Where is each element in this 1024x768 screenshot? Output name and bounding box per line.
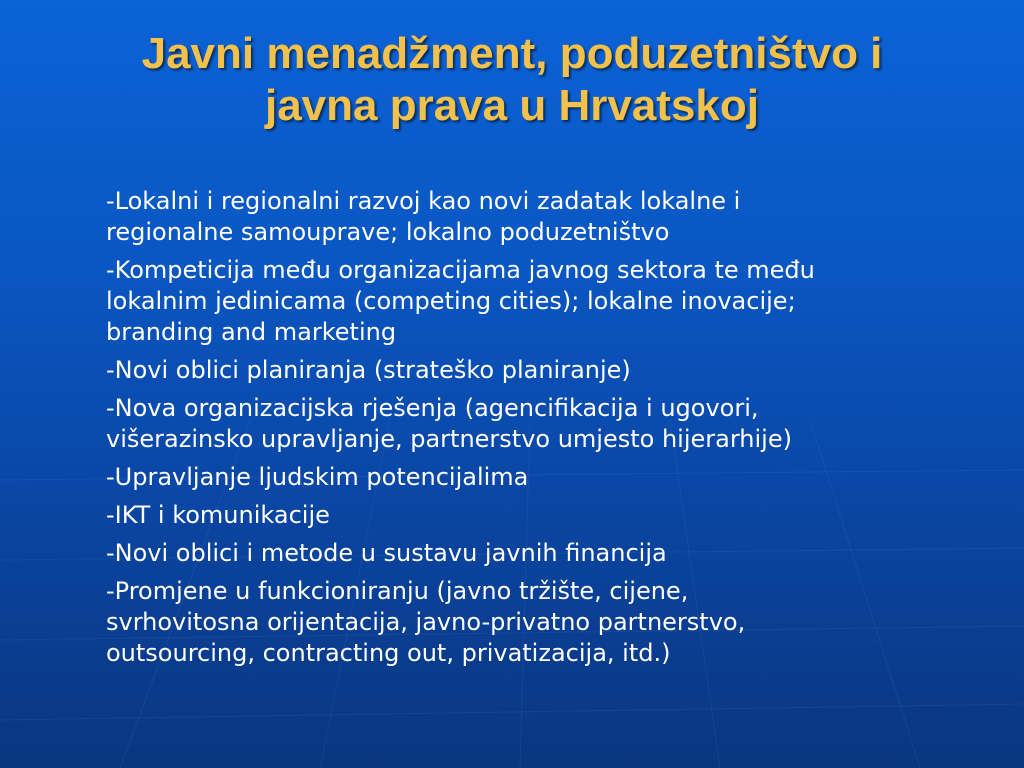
- bullet-line: regionalne samouprave; lokalno poduzetništvo: [106, 218, 670, 246]
- slide-title-line: javna prava u Hrvatskoj: [264, 81, 759, 130]
- bullet-item: [106, 355, 976, 386]
- bullet-item: [106, 576, 976, 669]
- bullet-line: branding and marketing: [106, 318, 397, 346]
- bullet-line: outsourcing, contracting out, privatizacija, itd.): [106, 639, 671, 667]
- bullet-list: [106, 186, 976, 676]
- bullet-item: [106, 462, 976, 493]
- bullet-line: lokalnim jedinicama (competing cities); lokalne inovacije;: [106, 287, 796, 315]
- bullet-line: -Novi oblici planiranja (strateško planiranje): [106, 356, 631, 384]
- bullet-line: -Kompeticija među organizacijama javnog sektora te među: [106, 256, 815, 284]
- bullet-item: [106, 538, 976, 569]
- bullet-item: [106, 186, 976, 248]
- bullet-line: -Upravljanje ljudskim potencijalima: [106, 463, 529, 491]
- bullet-line: -IKT i komunikacije: [106, 501, 330, 529]
- bullet-item: [106, 393, 976, 455]
- bullet-line: -Nova organizacijska rješenja (agencifikacija i ugovori,: [106, 394, 759, 422]
- bullet-item: [106, 500, 976, 531]
- bullet-line: -Novi oblici i metode u sustavu javnih financija: [106, 539, 667, 567]
- bullet-item: [106, 255, 976, 348]
- slide-title: [0, 28, 1024, 132]
- bullet-line: -Promjene u funkcioniranju (javno tržište, cijene,: [106, 577, 689, 605]
- slide-title-line: Javni menadžment, poduzetništvo i: [141, 29, 883, 78]
- bullet-line: višerazinsko upravljanje, partnerstvo umjesto hijerarhije): [106, 425, 792, 453]
- bullet-line: svrhovitosna orijentacija, javno-privatno partnerstvo,: [106, 608, 746, 636]
- bullet-line: -Lokalni i regionalni razvoj kao novi zadatak lokalne i: [106, 187, 741, 215]
